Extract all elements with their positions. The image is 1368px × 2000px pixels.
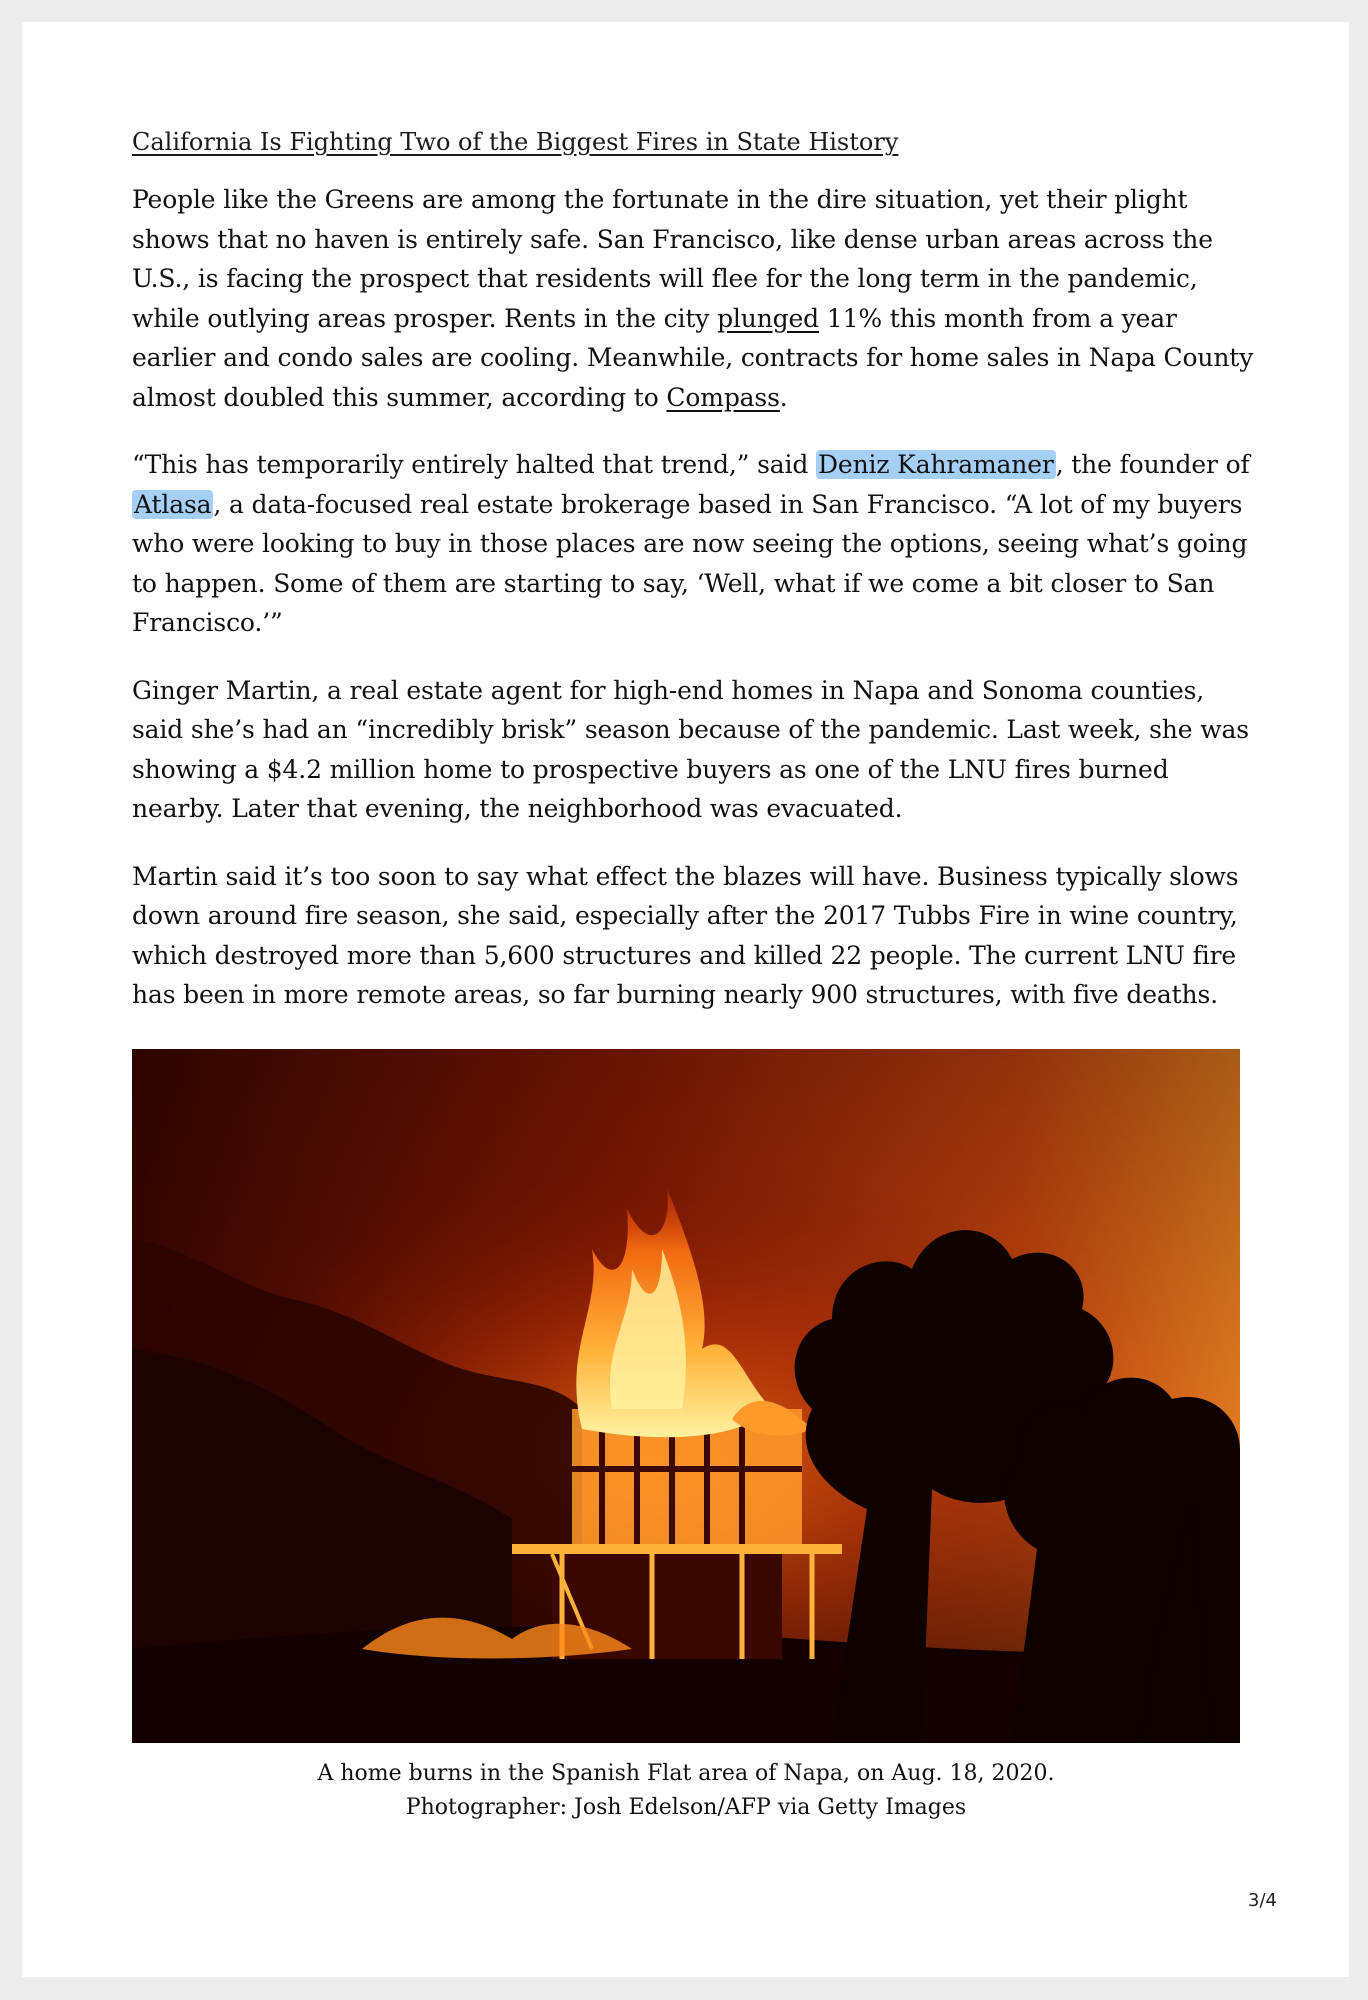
paragraph-2-text-a: “This has temporarily entirely halted that trend,” said [132,450,817,479]
plunged-link[interactable]: plunged [717,303,820,333]
highlighted-name-deniz-kahramaner[interactable]: Deniz Kahramaner [818,450,1054,479]
paragraph-2-text-c: , a data-focused real estate brokerage based in San Francisco. “A lot of my buyers who were looking to buy in those places are now seeing the options, seeing what’s going to happen. Some of them are starting to say, ‘Well, what if we come a bit closer to San Francisco.’” [132,489,1248,637]
paragraph-2-text-b: , the founder of [1055,450,1250,479]
photo-caption [132,1757,1240,1825]
paragraph-1-text-a: People like the Greens are among the fortunate in the dire situation, yet their plight shows that no haven is entirely safe. San Francisco, like dense urban areas across the U.S., is facing the prospect that residents will flee for the long term in the pandemic, while outlying areas prosper. Rents in the city [132,185,1213,333]
burning-house-illustration [132,1049,1240,1743]
compass-link[interactable]: Compass [666,382,780,412]
related-article-link[interactable]: California Is Fighting Two of the Biggest Fires in State History [132,128,899,156]
document-page [22,22,1349,1977]
caption-line-1: A home burns in the Spanish Flat area of Napa, on Aug. 18, 2020. [317,1761,1055,1786]
page-number: 3/4 [1248,1890,1277,1911]
highlighted-company-atlasa[interactable]: Atlasa [134,489,212,519]
caption-credit: Photographer: Josh Edelson/AFP via Getty Images [405,1795,967,1820]
paragraph-3: Ginger Martin, a real estate agent for high-end homes in Napa and Sonoma counties, said she’s had an “incredibly brisk” season because of the pandemic. Last week, she was showing a $4.2 million home to prospective buyers as one of the LNU fires burned nearby. Later that evening, the neighborhood was evacuated. [132,675,1249,823]
paragraph-1-text-c: . [779,382,788,412]
article-body [132,122,1262,1043]
paragraph-1 [132,180,1262,417]
burning-house-photo [132,1049,1240,1743]
paragraph-2 [132,445,1262,643]
paragraph-4: Martin said it’s too soon to say what effect the blazes will have. Business typically slows down around fire season, she said, especially after the 2017 Tubbs Fire in wine country, which destroyed more than 5,600 structures and killed 22 people. The current LNU fire has been in more remote areas, so far burning nearly 900 structures, with five deaths. [132,861,1239,1009]
paragraph-1-text-b: 11% this month from a year earlier and condo sales are cooling. Meanwhile, contracts for home sales in Napa County almost doubled this summer, according to [132,303,1254,412]
